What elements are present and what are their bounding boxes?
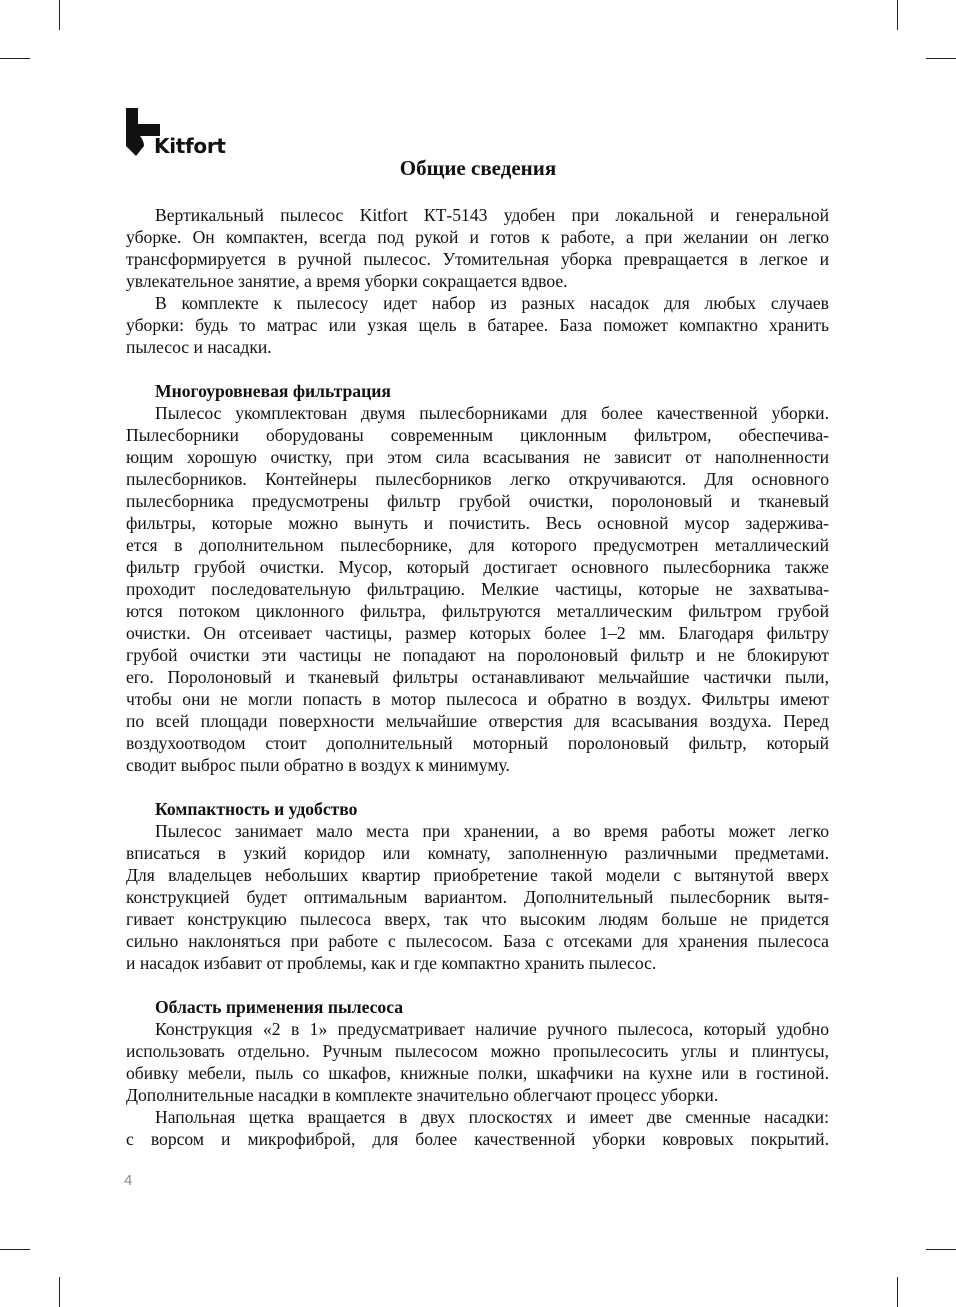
- text-line: увлекательное занятие, а время уборки сокращается вдвое.: [126, 271, 568, 291]
- text-line: пылесос и насадки.: [126, 337, 272, 357]
- text-line: с ворсом и микрофиброй, для более качественной уборки ковровых покрытий.: [126, 1129, 829, 1149]
- text-line: Конструкция «2 в 1» предусматривает наличие ручного пылесоса, который удобно: [155, 1019, 829, 1039]
- text-line: ется в дополнительном пылесборнике, для которого предусмотрен металлический: [126, 535, 829, 555]
- page-number: 4: [124, 1172, 133, 1189]
- crop-mark: [897, 1277, 898, 1307]
- text-line: очистки. Он отсеивает частицы, размер которых более 1–2 мм. Благодаря фильтру: [126, 623, 829, 643]
- text-line: обивку мебели, пыль со шкафов, книжные полки, шкафчики на кухне или в гостиной.: [126, 1063, 829, 1083]
- text-line: и насадок избавит от проблемы, как и где компактно хранить пылесос.: [126, 953, 657, 973]
- crop-mark: [897, 0, 898, 30]
- text-line: Пылесборники оборудованы современным циклонным фильтром, обеспечива-: [126, 425, 829, 445]
- text-line: ются потоком циклонного фильтра, фильтруются металлическим фильтром грубой: [126, 601, 829, 621]
- crop-mark: [59, 0, 60, 30]
- text-line: пылесборников. Контейнеры пылесборников легко откручиваются. Для основного: [126, 469, 829, 489]
- text-line: конструкцией будет оптимальным вариантом. Дополнительный пылесборник вытя-: [126, 887, 829, 907]
- text-line: трансформируется в ручной пылесос. Утомительная уборка превращается в легкое и: [126, 249, 829, 269]
- body-text: [126, 204, 829, 1150]
- text-line: Пылесос занимает мало места при хранении, а во время работы может легко: [155, 821, 829, 841]
- crop-mark: [0, 1249, 30, 1250]
- crop-mark: [926, 1249, 956, 1250]
- text-line: грубой очистки эти частицы не попадают на поролоновый фильтр и не блокируют: [126, 645, 829, 665]
- spacer: [126, 974, 829, 996]
- section-heading: Компактность и удобство: [155, 799, 358, 819]
- text-line: сильно наклоняться при работе с пылесосом. База с отсеками для хранения пылесоса: [126, 931, 829, 951]
- text-line: гивает конструкцию пылесоса вверх, так что высоким людям больше не придется: [126, 909, 829, 929]
- crop-mark: [0, 58, 30, 59]
- text-line: по всей площади поверхности мельчайшие отверстия для всасывания воздуха. Перед: [126, 711, 829, 731]
- text-line: В комплекте к пылесосу идет набор из разных насадок для любых случаев: [155, 293, 829, 313]
- text-line: Вертикальный пылесос Kitfort КТ-5143 удобен при локальной и генеральной: [155, 205, 829, 225]
- text-line: его. Поролоновый и тканевый фильтры останавливают мельчайшие частички пыли,: [126, 667, 829, 687]
- crop-mark: [59, 1277, 60, 1307]
- section-heading: Многоуровневая фильтрация: [155, 381, 391, 401]
- text-line: Для владельцев небольших квартир приобретение такой модели с вытянутой вверх: [126, 865, 829, 885]
- text-line: уборке. Он компактен, всегда под рукой и готов к работе, а при желании он легко: [126, 227, 829, 247]
- text-line: чтобы они не могли попасть в мотор пылесоса и обратно в воздух. Фильтры имеют: [126, 689, 829, 709]
- text-line: воздухоотводом стоит дополнительный моторный поролоновый фильтр, который: [126, 733, 829, 753]
- text-line: использовать отдельно. Ручным пылесосом можно пропылесосить углы и плинтусы,: [126, 1041, 829, 1061]
- spacer: [126, 776, 829, 798]
- text-line: фильтры, которые можно вынуть и почистить. Весь основной мусор задержива-: [126, 513, 829, 533]
- text-line: Напольная щетка вращается в двух плоскостях и имеет две сменные насадки:: [155, 1107, 829, 1127]
- text-line: сводит выброс пыли обратно в воздух к минимуму.: [126, 755, 510, 775]
- text-line: Дополнительные насадки в комплекте значительно облегчают процесс уборки.: [126, 1085, 719, 1105]
- text-line: фильтр грубой очистки. Мусор, который достигает основного пылесборника также: [126, 557, 829, 577]
- crop-mark: [926, 58, 956, 59]
- text-line: вписаться в узкий коридор или комнату, заполненную различными предметами.: [126, 843, 829, 863]
- text-line: ющим хорошую очистку, при этом сила всасывания не зависит от наполненности: [126, 447, 829, 467]
- spacer: [126, 358, 829, 380]
- text-line: уборки: будь то матрас или узкая щель в батарее. База поможет компактно хранить: [126, 315, 829, 335]
- page-title: Общие сведения: [399, 156, 557, 180]
- section-heading: Область применения пылесоса: [155, 997, 404, 1017]
- text-line: Пылесос укомплектован двумя пылесборниками для более качественной уборки.: [155, 403, 829, 423]
- logo-text: Kitfort: [154, 134, 226, 158]
- text-line: проходит последовательную фильтрацию. Мелкие частицы, которые не захватыва-: [126, 579, 829, 599]
- text-line: пылесборника предусмотрены фильтр грубой очистки, поролоновый и тканевый: [126, 491, 829, 511]
